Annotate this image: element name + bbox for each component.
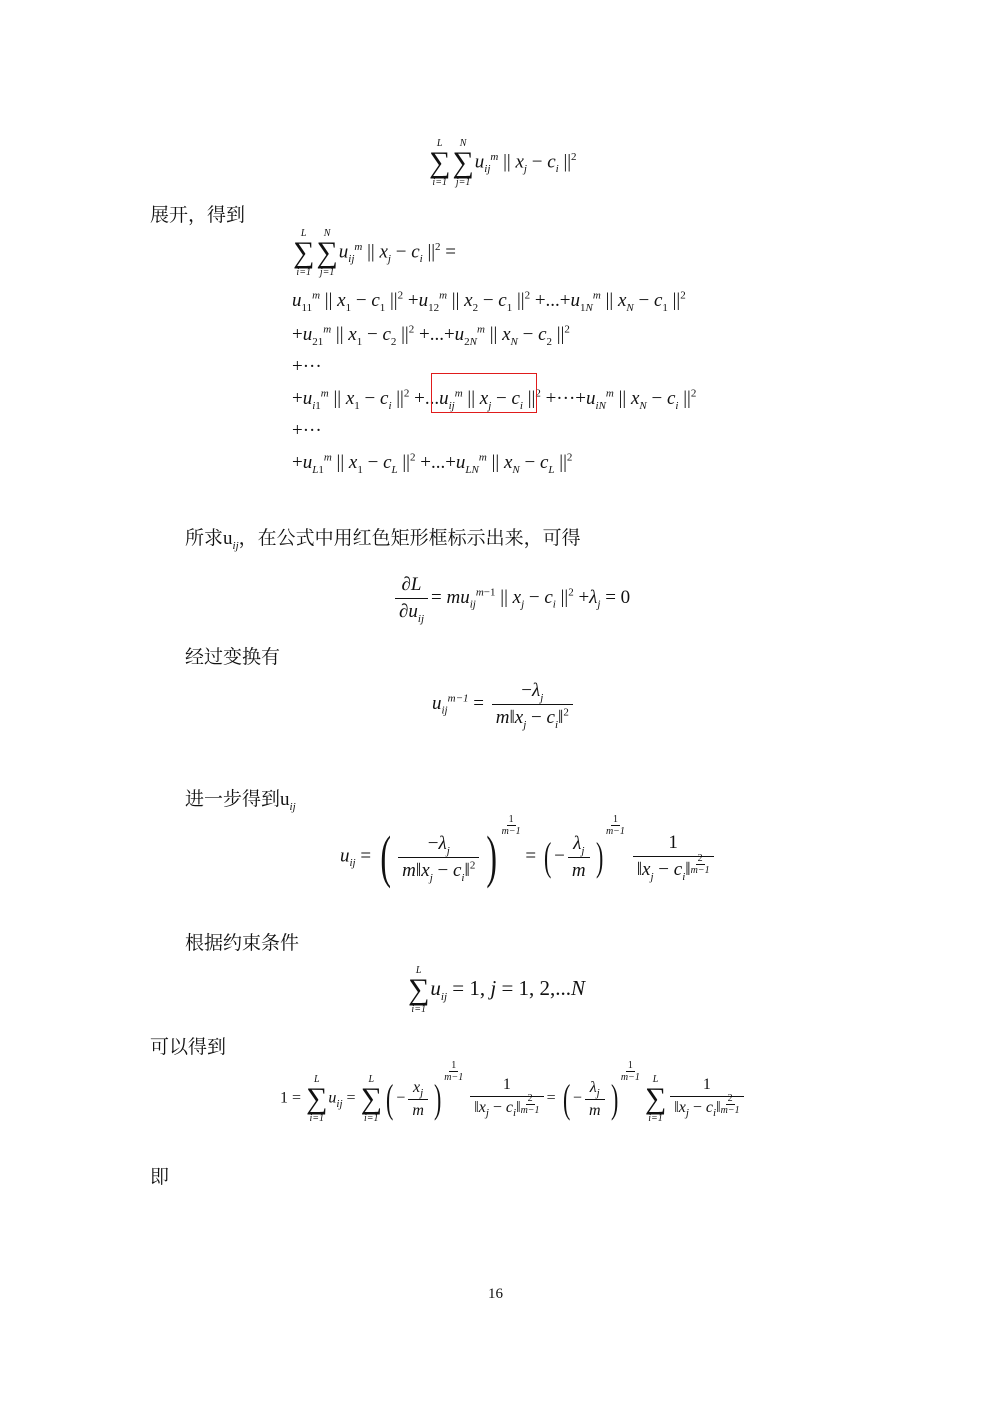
paragraph-required: 所求$u_{ij}$，在公式中用红色矩形框标示出来，可得 <box>185 527 581 552</box>
page-number: 16 <box>488 1286 503 1302</box>
paragraph-constraint: 根据约束条件 <box>185 932 300 954</box>
equation-expansion-row-6: $+u_{L1}^m$ || $x_1 - c_L$ $||^2 +...+u_{LN}^m$ || $x_N - c_L$ $||^2$ <box>292 451 573 476</box>
equation-expansion-lhs: L ∑ i=1 N ∑ j=1 $u_{ij}^m$ || $x_j - c_i$ $||^2$ = <box>293 228 457 278</box>
equation-expansion-row-2: $+u_{21}^m$ || $x_1 - c_2$ $||^2 +...+u_{2N}^m$ || $x_N - c_2$ $||^2$ <box>292 323 570 348</box>
equation-constraint: L ∑ i=1 $u_{ij} = 1$, j = 1, 2,...N <box>408 965 586 1015</box>
paragraph-transform: 经过变换有 <box>185 646 281 668</box>
equation-expansion-row-1: $u_{11}^m$ || $x_1 - c_1$ $||^2 +u_{12}^m$ || $x_2 - c_1$ $||^2 +...+u_{1N}^m$ || $x_N - c_1$ $||^2$ <box>292 289 686 314</box>
equation-expansion-row-4: $+u_{i1}^m$ || $x_1 - c_i$ $||^2 +...u_{ij}^m$ || $x_j - c_i$ $||^2 +\cdot\cdot\cdot+u_{iN}^m$ || $x_N - c_i$ $||^2$ <box>292 387 697 412</box>
equation-expansion-row-5: +··· <box>292 420 322 441</box>
equation-solution: $u_{ij}$ = ( $\frac{-\lambda_j}{m‖x_j - c_i‖^2}$ ) $\frac{1}{m-1}$ = ( − $\frac{\lambda_j}{m}$ ) $\frac{1}{m-1}$ 1 $‖x_j$ − $c_i‖$ $\frac{2}{m-1}$ <box>340 828 717 886</box>
highlight-box <box>431 373 537 413</box>
equation-derivative: $\frac{\partial L}{\partial u_{ij}}$ = $mu_{ij}^{m-1}$ || $x_j - c_i$ $||^2 +\lambda_j = 0$ <box>392 574 630 623</box>
paragraph-obtain: 可以得到 <box>150 1036 227 1058</box>
equation-expansion-row-3: +··· <box>292 356 322 377</box>
equation-normalization: 1 = L ∑ i=1 $u_{ij}$ = L ∑ i=1 ( − $\frac{x_j}{m}$ ) $\frac{1}{m-1}$ 1 $‖x_j$ − $c_i‖$ $\frac{2}{m-1}$ = ( − $\frac{\lambda_j}{m}$ ) $\frac{1}{m-1}$ L ∑ i=1 1 $‖x_j$ − $c_i‖$ $\frac{2}{m-1}$ <box>280 1074 747 1124</box>
equation-objective: L ∑ i=1 N ∑ j=1 $u_{ij}^m$ || $x_j - c_i$ $||^2$ <box>429 138 577 188</box>
paragraph-further: 进一步得到$u_{ij}$ <box>185 788 296 813</box>
paragraph-namely: 即 <box>150 1166 170 1188</box>
paragraph-expand: 展开，得到 <box>150 204 246 226</box>
equation-transformed: $u_{ij}^{m-1}$ = $\frac{-\lambda_j}{m‖x_j - c_i‖^2}$ <box>432 680 576 729</box>
